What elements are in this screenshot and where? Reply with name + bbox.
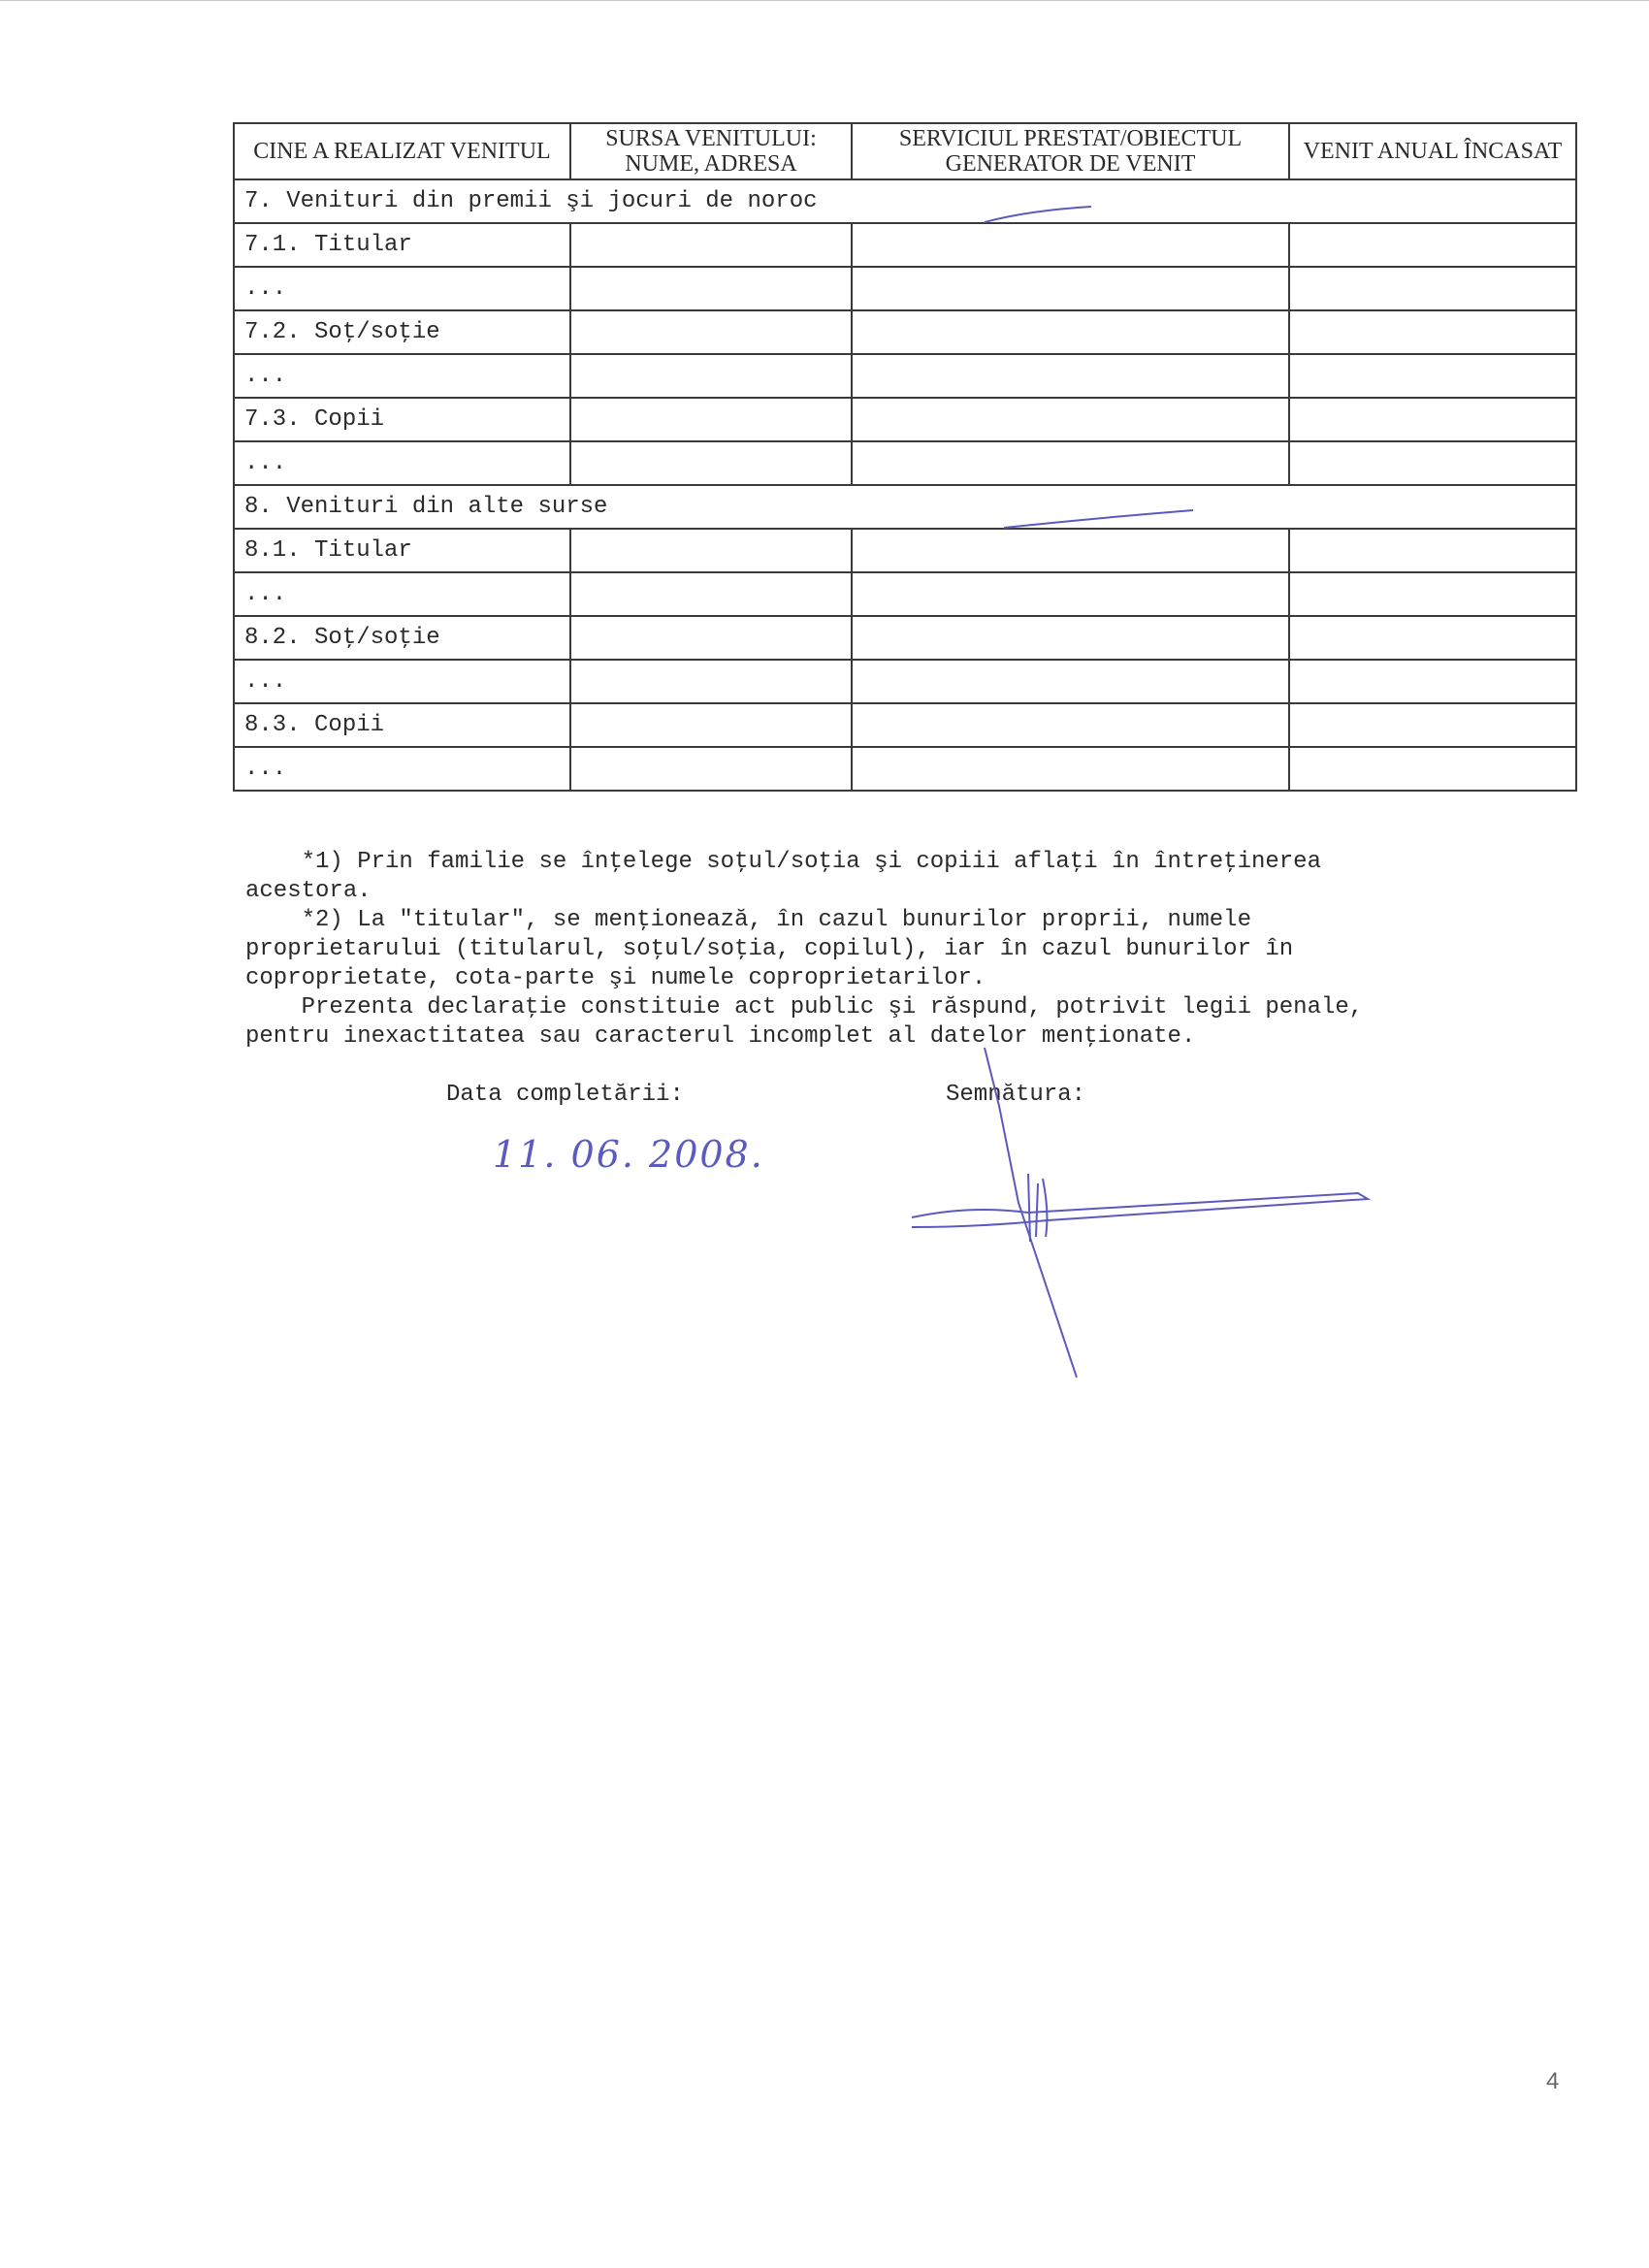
footnotes [245, 848, 1565, 1052]
row-label: ... [234, 572, 570, 616]
header-source: SURSA VENITULUI: NUME, ADRESA [570, 123, 852, 179]
table-row [234, 398, 1576, 441]
table-row [234, 572, 1576, 616]
section-7-row [234, 179, 1576, 223]
table-row [234, 267, 1576, 310]
table-row [234, 441, 1576, 485]
row-label: 8.3. Copii [234, 703, 570, 747]
row-label: 8.2. Soţ/soţie [234, 616, 570, 660]
handwritten-date: 11. 06. 2008. [493, 1133, 764, 1176]
header-income: VENIT ANUAL ÎNCASAT [1289, 123, 1576, 179]
header-who: CINE A REALIZAT VENITUL [234, 123, 570, 179]
pen-strike-8 [999, 504, 1203, 534]
note-line: pentru inexactitatea sau caracterul incomplet al datelor menţionate. [245, 1023, 1196, 1050]
note-line: coproprietate, cota-parte şi numele coproprietarilor. [245, 965, 986, 991]
row-label: 8.1. Titular [234, 529, 570, 572]
row-label: ... [234, 441, 570, 485]
row-label: ... [234, 660, 570, 703]
note-line: acestora. [245, 878, 372, 904]
section-8-row [234, 485, 1576, 529]
table-row [234, 703, 1576, 747]
row-label: ... [234, 747, 570, 791]
income-table [233, 122, 1577, 792]
table-row [234, 660, 1576, 703]
signature-label: Semnătura: [946, 1082, 1086, 1108]
page-number: 4 [1546, 2068, 1560, 2094]
row-label: ... [234, 267, 570, 310]
table-row [234, 310, 1576, 354]
row-label: 7.2. Soţ/soţie [234, 310, 570, 354]
section-8-title: 8. Venituri din alte surse [234, 485, 1576, 529]
section-7-title: 7. Venituri din premii şi jocuri de noroc [234, 179, 1576, 223]
table-row [234, 354, 1576, 398]
table-row [234, 529, 1576, 572]
table-row [234, 223, 1576, 267]
note-line: proprietarului (titularul, soţul/soţia, copilul), iar în cazul bunurilor în [245, 936, 1294, 962]
table-row [234, 747, 1576, 791]
date-label: Data completării: [446, 1082, 684, 1108]
handwritten-signature [892, 1028, 1377, 1397]
table-row [234, 616, 1576, 660]
row-label: ... [234, 354, 570, 398]
note-line: *1) Prin familie se înţelege soţul/soţia şi copiii aflaţi în întreţinerea [245, 849, 1321, 875]
note-line: Prezenta declaraţie constituie act public şi răspund, potrivit legii penale, [245, 994, 1364, 1021]
header-service: SERVICIUL PRESTAT/OBIECTUL GENERATOR DE VENIT [852, 123, 1289, 179]
note-line: *2) La "titular", se menţionează, în cazul bunurilor proprii, numele [245, 907, 1251, 933]
pen-strike-7 [980, 199, 1096, 228]
row-label: 7.1. Titular [234, 223, 570, 267]
scan-edge-line [0, 0, 1649, 1]
row-label: 7.3. Copii [234, 398, 570, 441]
table-header-row [234, 123, 1576, 179]
